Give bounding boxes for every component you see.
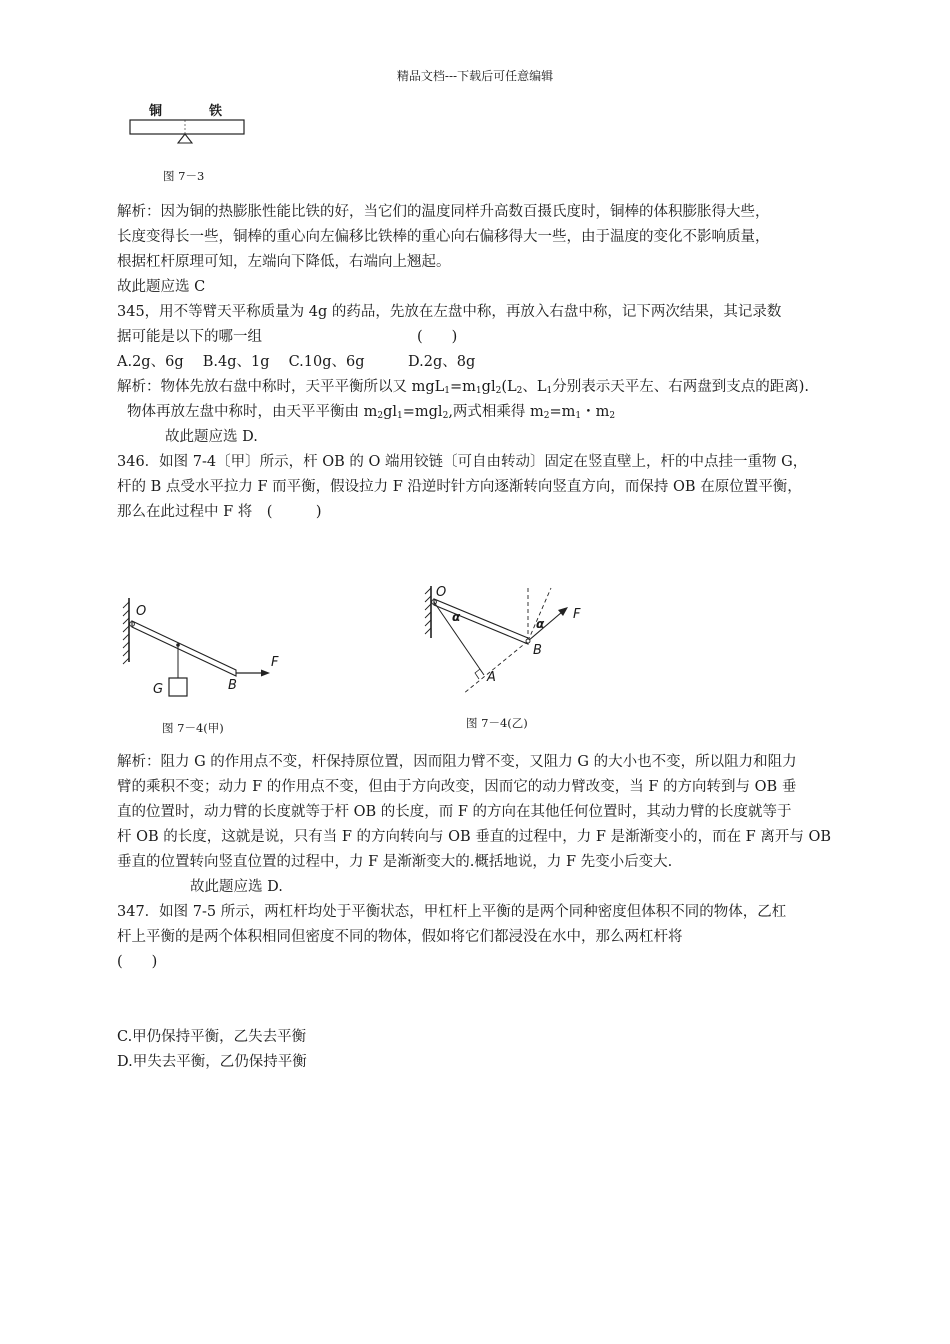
q347-option: D.甲失去平衡，乙仍保持平衡 — [117, 1054, 307, 1070]
fig73-label-iron: 铁 — [209, 104, 223, 119]
q347-stem: 杆上平衡的是两个体积相同但密度不同的物体，假如将它们都浸没在水中，那么两杠杆将 — [117, 929, 683, 945]
q344-analysis-line: 长度变得长一些，铜棒的重心向左偏移比铁棒的重心向右偏移得大一些，由于温度的变化不影响质量， — [117, 229, 770, 245]
q344-answer: 故此题应选 C — [117, 279, 206, 295]
fig74b-caption: 图 7－4(乙) — [466, 716, 528, 730]
figure-7-3 — [125, 98, 250, 160]
q344-analysis-line: 解析：因为铜的热膨胀性能比铁的好，当它们的温度同样升高数百摄氏度时，铜棒的体积膨胀得大些， — [117, 204, 770, 220]
q346-analysis-line: 直的位置时，动力臂的长度就等于杆 OB 的长度，而 F 的方向在其他任何位置时，其动力臂的长度就等于 — [117, 804, 792, 820]
fig74b-label-b: B — [533, 643, 542, 658]
fig74b-label-alpha-b: α — [536, 617, 545, 631]
fig74b-label-f: F — [573, 607, 581, 622]
fig73-label-copper: 铜 — [149, 104, 163, 119]
fig74a-label-o: O — [136, 604, 147, 619]
page-header: 精品文档---下载后可任意编辑 — [396, 69, 554, 83]
q346-analysis-line: 臂的乘积不变；动力 F 的作用点不变，但由于方向改变，因而它的动力臂改变，当 F 的方向转到与 OB 垂 — [117, 779, 797, 795]
q345-stem: 据可能是以下的哪一组 — [117, 329, 262, 345]
q346-answer: 故此题应选 D. — [190, 879, 283, 895]
rod-ob — [132, 621, 236, 676]
extension-dashed-line — [463, 641, 528, 694]
q345-options: A.2g、6g B.4g、1g C.10g、6g D.2g、8g — [117, 354, 476, 370]
fig73-caption: 图 7－3 — [163, 169, 205, 183]
q346-analysis-line: 垂直的位置转向竖直位置的过程中，力 F 是渐渐变大的.概括地说，力 F 先变小后变大. — [117, 854, 673, 870]
weight-block — [169, 678, 187, 696]
fig74a-label-b: B — [228, 678, 237, 693]
q346-stem: 346．如图 7-4〔甲〕所示，杆 OB 的 O 端用铰链〔可自由转动〕固定在竖直壁上，杆的中点挂一重物 G， — [117, 454, 808, 470]
fig74b-label-alpha-o: α — [452, 610, 461, 624]
fig74a-label-f: F — [271, 655, 279, 670]
q346-stem: 那么在此过程中 F 将 ( ) — [117, 504, 322, 520]
fig74a-caption: 图 7－4(甲) — [162, 721, 224, 735]
q345-analysis-line: 物体再放左盘中称时，由天平平衡由 $m_2gl_1=mgl_2$,两式相乘得 $m_2=m_1$・$m_2$ — [127, 404, 616, 421]
fig74b-label-a: A — [487, 670, 496, 685]
q347-stem: ( ) — [117, 954, 158, 970]
right-angle-mark — [475, 669, 480, 679]
q345-answer: 故此题应选 D. — [165, 429, 258, 445]
q347-option: C.甲仍保持平衡，乙失去平衡 — [117, 1029, 307, 1045]
q346-analysis-line: 解析：阻力 G 的作用点不变，杆保持原位置，因而阻力臂不变，又阻力 G 的大小也不变，所以阻力和阻力 — [117, 754, 797, 770]
force-arrow — [528, 612, 562, 641]
fulcrum-icon — [178, 134, 192, 143]
force-line-dashed — [528, 588, 551, 641]
q346-analysis-line: 杆 OB 的长度，这就是说，只有当 F 的方向转向与 OB 垂直的过程中，力 F 是渐渐变小的，而在 F 离开与 OB — [117, 829, 832, 845]
q345-analysis-line: 解析：物体先放右盘中称时，天平平衡所以又 $mgL_1=m_1gl_2(L_2$、$L_1$分别表示天平左、右两盘到支点的距离). — [117, 379, 809, 396]
fig74b-label-o: O — [436, 585, 447, 600]
q345-paren: ( ) — [417, 329, 458, 345]
q344-analysis-line: 根据杠杆原理可知，左端向下降低，右端向上翘起。 — [117, 254, 451, 270]
q347-stem: 347．如图 7-5 所示，两杠杆均处于平衡状态，甲杠杆上平衡的是两个同种密度但体积不同的物体，乙杠 — [117, 904, 787, 920]
q345-stem: 345，用不等臂天平称质量为 4g 的药品，先放在左盘中称，再放入右盘中称，记下两次结果，其记录数 — [117, 304, 782, 320]
balance-beam — [130, 120, 244, 134]
q346-stem: 杆的 B 点受水平拉力 F 而平衡，假设拉力 F 沿逆时针方向逐渐转向竖直方向，而保持 OB 在原位置平衡， — [117, 479, 802, 495]
fig74a-label-g: G — [153, 682, 164, 697]
rod-ob — [434, 599, 528, 644]
